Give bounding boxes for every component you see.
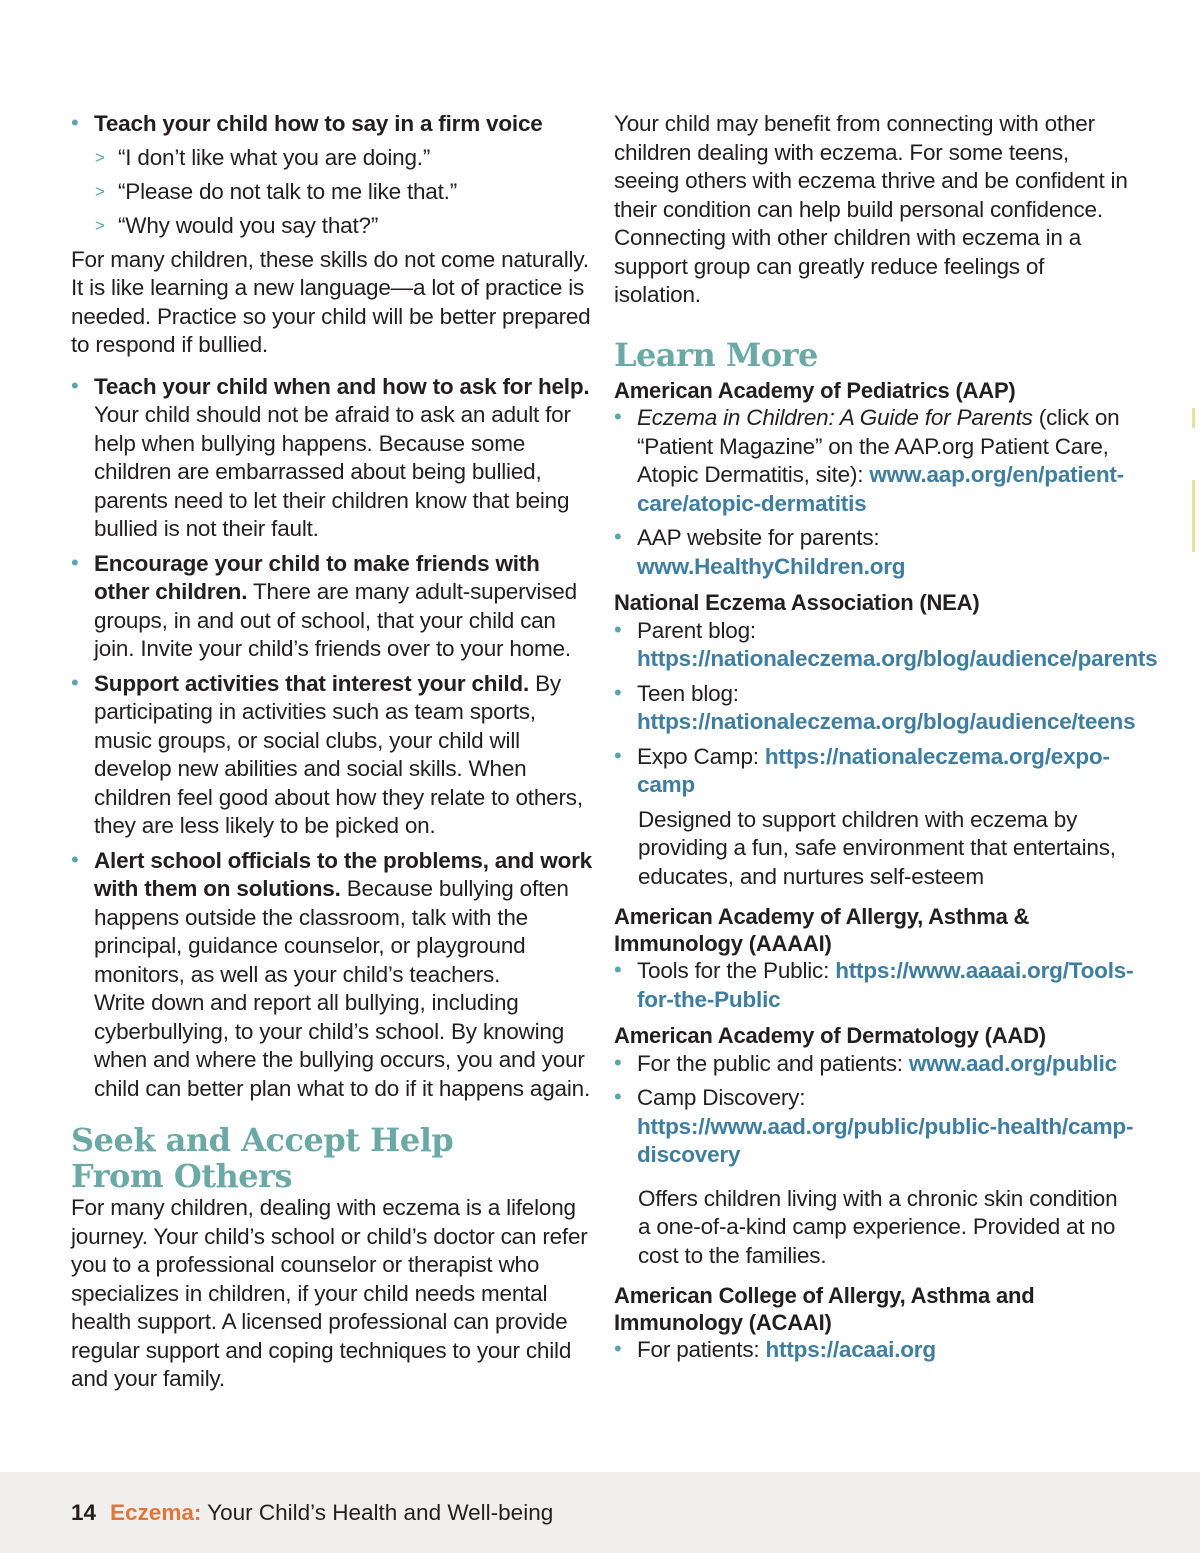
right-column [614,110,1158,1365]
left-column [71,110,593,1394]
org-name-aad: American Academy of Dermatology (AAD) [614,1023,1046,1048]
seek-help-paragraph: For many children, dealing with eczema is a lifelong journey. Your child’s school or child’s doctor can refer you to a professional counselor or therapist who specializes in children, if your child needs mental health support. A licensed professional can provide regular support and coping techniques to your child and your family. [71,1195,588,1391]
resource-link[interactable]: https://nationaleczema.org/blog/audience/parents [637,646,1158,671]
resource-link[interactable]: https://acaai.org [765,1337,936,1362]
section-heading-learn-more: Learn More [614,335,818,374]
phrase-text: “Please do not talk to me like that.” [118,179,458,204]
phrase-item [71,178,593,207]
footer-subtitle: Your Child’s Health and Well-being [201,1500,554,1525]
bullet-text: By participating in activities such as team sports, music groups, or social clubs, your child will develop new abilities and social skills. When children feel good about how they relate to others, they are less likely to be picked on. [94,670,583,838]
resource-link[interactable]: https://nationaleczema.org/blog/audience/teens [637,709,1136,734]
org-name-nea: National Eczema Association (NEA) [614,590,980,615]
bullet-support-activities [71,670,593,841]
bullet-alert-officials [71,847,593,1104]
intro-paragraph: Your child may benefit from connecting with other children dealing with eczema. For some teens, seeing others with eczema thrive and be confident in their condition can help build personal confidence. Connecting with other children with eczema in a support group can greatly reduce feelings of isolation. [614,111,1128,307]
chevron-right-icon: > [95,148,105,167]
bullet-heading: Encourage your child to make friends with other children. [94,550,540,604]
phrase-text: “Why would you say that?” [118,213,379,238]
resource-link[interactable]: https://www.aad.org/public/public-health/camp-discovery [637,1113,1134,1167]
bullet-dot-icon: • [614,957,622,982]
bullet-firm-voice [71,110,593,139]
bullet-heading: Teach your child when and how to ask for help. [94,373,590,399]
footer-brand: Eczema: [110,1500,202,1525]
resource-item: • For the public and patients: www.aad.org/public [614,1049,1117,1076]
bullet-dot-icon: • [71,846,79,872]
resource-item: • Camp Discovery: https://www.aad.org/public/public-health/camp-discovery [614,1084,1134,1167]
resource-item: • For patients: https://acaai.org [614,1336,936,1362]
bullet-heading: Support activities that interest your child. [94,670,530,696]
bullet-heading: Alert school officials to the problems, and work with them on solutions. [94,847,592,901]
edge-mark [1192,480,1195,552]
phrase-item [71,144,593,173]
bullet-dot-icon: • [614,404,622,429]
phrase-item [71,212,593,241]
bullet-heading: Teach your child how to say in a firm voice [94,111,543,136]
skills-paragraph: For many children, these skills do not come naturally. It is like learning a new language—a lot of practice is needed. Practice so your child will be better prepared to respond if bullied. [71,246,591,357]
resource-link[interactable]: www.HealthyChildren.org [637,553,906,579]
bullet-extra-text: Write down and report all bullying, including cyberbullying, to your child’s school. By knowing when and where the bullying occurs, you and your child can better plan what to do if it happens again. [94,990,590,1101]
bullet-dot-icon: • [614,1336,622,1361]
bullet-dot-icon: • [71,110,79,135]
resource-item: • Teen blog: https://nationaleczema.org/blog/audience/teens [614,679,1136,734]
org-name-aap: American Academy of Pediatrics (AAP) [614,377,1016,403]
page-footer [0,1472,1200,1553]
resource-item: • Parent blog: https://nationaleczema.org/blog/audience/parents [614,616,1158,671]
resource-item: • Tools for the Public: https://www.aaaai.org/Tools-for-the-Public [614,957,1134,1012]
bullet-text: Because bullying often happens outside the classroom, talk with the principal, guidance counselor, or playground monitors, as well as your child’s teachers. [94,876,569,987]
phrase-text: “I don’t like what you are doing.” [118,145,431,170]
resource-item: • Eczema in Children: A Guide for Parents (click on “Patient Magazine” on the AAP.org Patient Care, Atopic Dermatitis, site): www.aap.org/en/patient-care/atopic-dermatitis [614,404,1124,516]
org-name-acaai: American College of Allergy, Asthma and Immunology (ACAAI) [614,1283,1035,1335]
footer-text [71,1499,553,1527]
chevron-right-icon: > [95,182,105,201]
resource-link[interactable]: www.aap.org/en/patient-care/atopic-dermatitis [637,462,1124,516]
resource-description: Offers children living with a chronic skin condition a one-of-a-kind camp experience. Provided at no cost to the families. [638,1185,1118,1268]
bullet-text: Your child should not be afraid to ask an adult for help when bullying happens. Because some children are embarrassed about being bullied, parents need to let their children know that being bullied is not their fault. [94,402,571,541]
bullet-text: There are many adult-supervised groups, in and out of school, that your child can join. Invite your child’s friends over to your home. [94,579,577,661]
bullet-make-friends [71,550,593,664]
bullet-dot-icon: • [614,679,622,705]
section-heading-seek-help: Seek and Accept Help From Others [71,1121,454,1195]
chevron-right-icon: > [95,216,105,235]
bullet-ask-for-help [71,373,593,544]
org-name-aaaai: American Academy of Allergy, Asthma & Immunology (AAAAI) [614,904,1030,956]
resource-item: • Expo Camp: https://nationaleczema.org/expo-camp [614,742,1110,797]
bullet-dot-icon: • [614,1084,622,1109]
page-number: 14 [71,1500,97,1525]
bullet-dot-icon: • [614,524,622,549]
bullet-dot-icon: • [71,669,79,695]
resource-link[interactable]: https://nationaleczema.org/expo-camp [637,743,1110,797]
resource-item: • AAP website for parents: www.HealthyChildren.org [614,524,906,579]
bullet-dot-icon: • [614,616,622,642]
edge-mark [1192,408,1195,428]
resource-link[interactable]: https://www.aaaai.org/Tools-for-the-Public [637,958,1134,1012]
bullet-dot-icon: • [614,742,622,768]
resource-link[interactable]: www.aad.org/public [908,1050,1117,1076]
bullet-dot-icon: • [71,549,79,575]
bullet-dot-icon: • [71,372,79,398]
publication-title: Eczema in Children: A Guide for Parents [637,405,1033,430]
bullet-dot-icon: • [614,1049,622,1075]
resource-description: Designed to support children with eczema by providing a fun, safe environment that entertains, educates, and nurtures self-esteem [638,806,1116,889]
